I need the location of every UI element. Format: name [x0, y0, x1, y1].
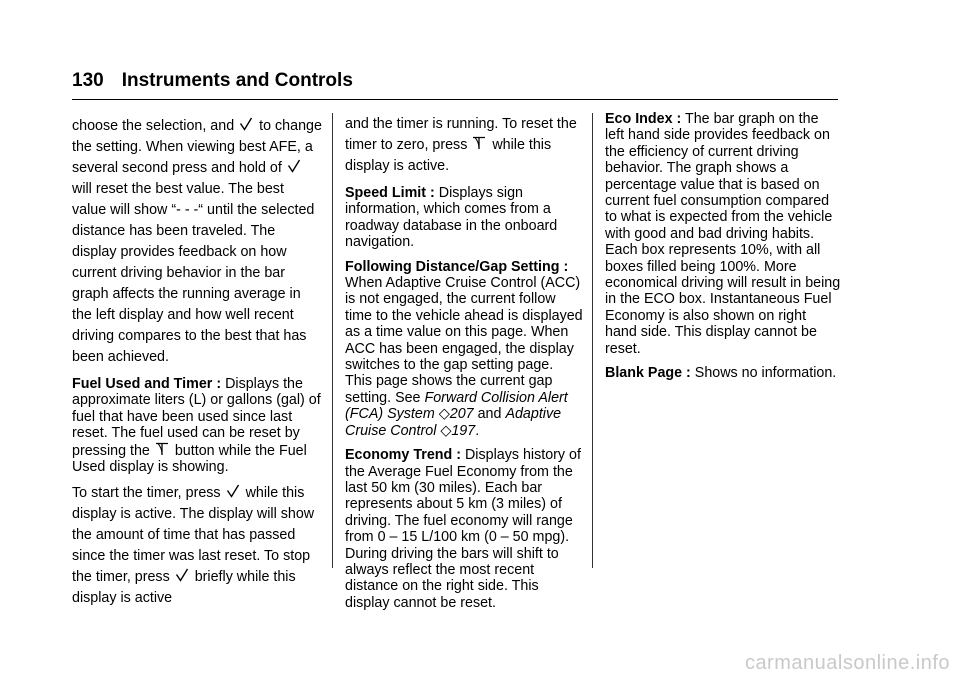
text: button while the Fuel Used display is showing. — [72, 442, 307, 476]
column-3 — [605, 111, 841, 390]
term-blank-page: Blank Page : — [605, 365, 691, 382]
page-number: 130 — [72, 70, 104, 91]
page-header — [72, 70, 353, 92]
paragraph-speed-limit — [345, 185, 583, 251]
paragraph-blank-page — [605, 365, 841, 381]
thumbwheel-arrow-icon — [155, 442, 169, 456]
text: while this display is active. The display will show the amount of time that has passed since the timer was last reset. To stop the timer, press — [72, 485, 315, 586]
column-2 — [345, 114, 583, 619]
watermark: carmanualsonline.info — [744, 652, 950, 674]
header-rule — [72, 99, 838, 100]
term-economy-trend: Economy Trend : — [345, 447, 461, 464]
paragraph-economy-trend — [345, 447, 583, 611]
reference-acc[interactable]: Adaptive Cruise Control — [345, 406, 562, 439]
text: When Adaptive Cruise Control (ACC) is not engaged, the current follow time to the vehicle ahead is displayed as a time value on this page. When ACC has been engaged, the display switches to the gap setting page. This page shows the current gap setting. See — [345, 275, 583, 406]
checkmark-icon — [175, 568, 189, 582]
thumbwheel-arrow-icon — [472, 136, 486, 150]
text: Displays sign information, which comes from a roadway database in the onboard navigation. — [345, 185, 558, 251]
text: while this display is active. — [345, 137, 552, 174]
page-reference-icon: ◇ — [438, 406, 450, 423]
paragraph-afe — [72, 116, 322, 368]
column-divider-1 — [332, 113, 333, 568]
reference-fca[interactable]: Forward Collision Alert (FCA) System — [345, 389, 568, 423]
text: to change the setting. When viewing best AFE, a several second press and hold of — [72, 118, 322, 176]
column-1 — [72, 116, 322, 617]
column-divider-2 — [592, 113, 593, 568]
text: Shows no information. — [694, 365, 837, 382]
reference-page-fca[interactable]: 207 — [449, 406, 474, 423]
checkmark-icon — [226, 484, 240, 498]
text: . — [475, 422, 480, 439]
paragraph-eco-index — [605, 111, 841, 357]
section-title: Instruments and Controls — [121, 70, 353, 91]
text: choose the selection, and — [72, 118, 235, 134]
text: To start the timer, press — [72, 485, 221, 502]
paragraph-following-distance — [345, 259, 583, 439]
text: will reset the best value. The best value will show “- - -“ until the selected distance has been traveled. The display provides feedback on how current driving behavior in the bar graph affects the running average in the left display and how well recent driving compares to the best that has been achieved. — [72, 181, 315, 365]
term-eco-index: Eco Index : — [605, 111, 682, 127]
text: Displays the approximate liters (L) or gallons (gal) of fuel that have been used since last reset. The fuel used can be reset by pressing the — [72, 376, 321, 459]
term-following-distance: Following Distance/Gap Setting : — [345, 258, 569, 275]
page-reference-icon: ◇ — [440, 422, 452, 439]
text: and the timer is running. To reset the timer to zero, press — [345, 116, 577, 153]
term-speed-limit: Speed Limit : — [345, 185, 435, 201]
paragraph-fuel-used — [72, 376, 322, 475]
reference-page-acc[interactable]: 197 — [451, 422, 476, 439]
checkmark-icon — [239, 117, 253, 131]
term-fuel-used: Fuel Used and Timer : — [72, 376, 222, 392]
text: The bar graph on the left hand side provides feedback on the efficiency of current driving behavior. The graph shows a percentage value that is based on current fuel consumption compared to what is expected from the vehicle with good and bad driving habits. Each box represents 10%, with all boxes filled being 100%. More economical driving will result in being in the ECO box. Instantaneous Fuel Economy is also shown on right hand side. This display cannot be reset. — [605, 111, 841, 357]
checkmark-icon — [287, 159, 301, 173]
text: briefly while this display is active — [72, 569, 296, 607]
text: and — [477, 406, 502, 423]
paragraph-timer-reset — [345, 114, 583, 177]
paragraph-timer — [72, 483, 322, 609]
text: Displays history of the Average Fuel Economy from the last 50 km (30 miles). Each bar represents about 5 km (3 miles) of driving. The fuel economy will range from 0 – 15 L/100 km (0 – 50 mpg). During driving the bars will shift to always reflect the most recent distance on the right side. This display cannot be reset. — [345, 447, 581, 611]
